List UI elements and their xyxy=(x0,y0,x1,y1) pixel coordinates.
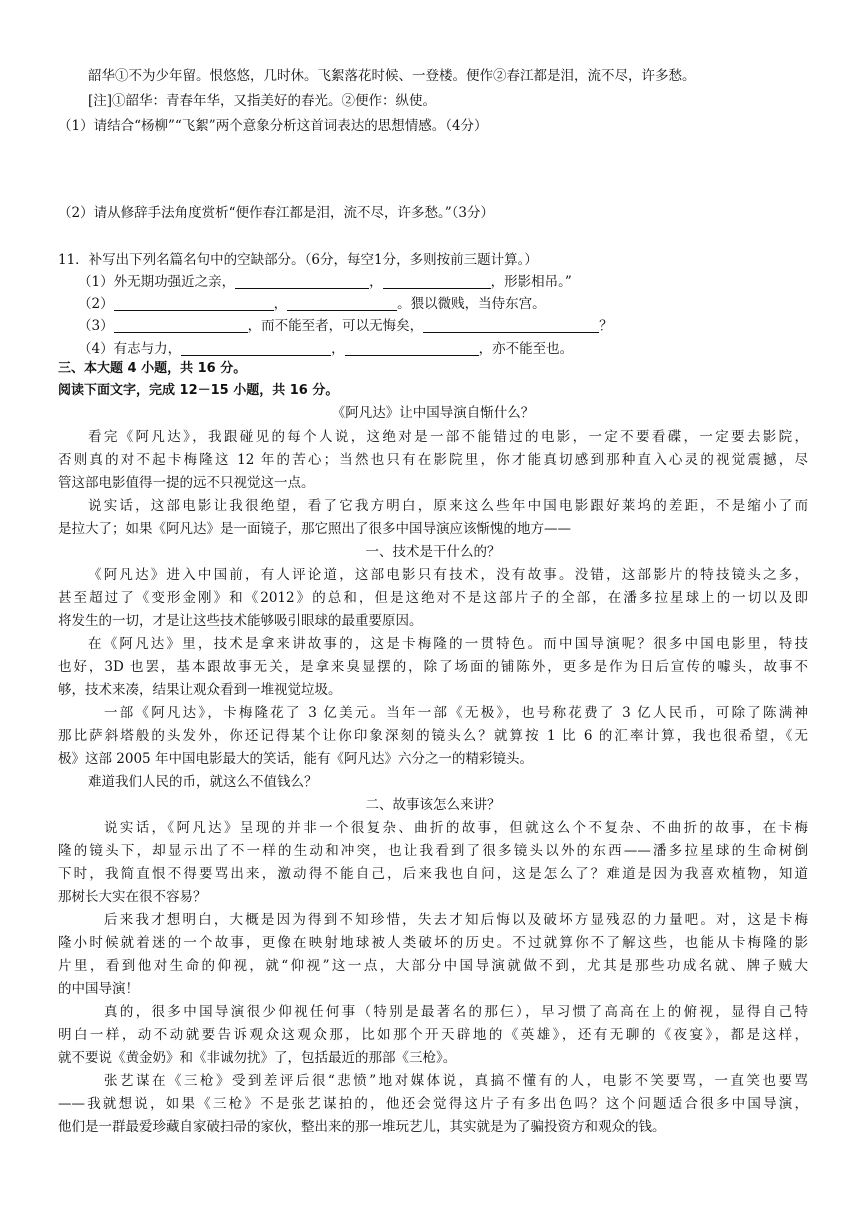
poem-line: 韶华①不为少年留。恨悠悠，几时休。飞絮落花时候、一登楼。便作②春江都是泪，流不尽，许多愁。 xyxy=(88,68,696,84)
paragraph-line: 那比萨斜塔般的头发外，你还记得某个让你印象深刻的镜头么？就算按 1 比 6 的汇率计算，我也很希望，《无 xyxy=(58,728,808,744)
paragraph-line: 说实话，这部电影让我很绝望，看了它我方明白，原来这么些年中国电影跟好莱坞的差距，不是缩小了而 xyxy=(88,498,808,514)
paragraph-line: 张艺谋在《三枪》受到差评后很“悲愤”地对媒体说，真搞不懂有的人，电影不笑要骂，一直笑也要骂 xyxy=(104,1073,808,1089)
paragraph-line: 下时，我简直恨不得要骂出来，激动得不能自己，后来我也自问，这是怎么了？难道是因为我喜欢植物，知道 xyxy=(58,866,808,882)
paragraph-line: 难道我们人民的币，就这么不值钱么？ xyxy=(88,774,318,790)
paragraph-line: 一部《阿凡达》，卡梅隆花了 3 亿美元。当年一部《无极》，也号称花费了 3 亿人民币，可除了陈满神 xyxy=(104,705,808,721)
answer-blank[interactable] xyxy=(383,273,491,289)
paragraph-line: 真的，很多中国导演很少仰视任何事（特别是最著名的那仨），早习惯了高高在上的俯视，显得自己特 xyxy=(104,1004,808,1020)
fill-item-2: （2） ， 。猥以微贱，当侍东宫。 xyxy=(78,296,546,312)
paragraph-line: 也好，3D 也罢，基本跟故事无关，是拿来臭显摆的，除了场面的铺陈外，更多是作为日后宣传的噱头，故事不 xyxy=(58,659,808,675)
answer-blank[interactable] xyxy=(345,340,479,356)
paragraph-line: 就不要说《黄金奶》和《非诚勿扰》了，包括最近的那部《三枪》。 xyxy=(58,1050,457,1066)
paragraph-line: 隆的镜头下，却显示出了不一样的生动和冲突，也让我看到了很多镜头以外的东西——潘多拉星球的生命树倒 xyxy=(58,843,808,859)
paragraph-line: 极》这部 2005 年中国电影最大的笑话，能有《阿凡达》六分之一的精彩镜头。 xyxy=(58,751,533,767)
paragraph-line: 看完《阿凡达》，我跟碰见的每个人说，这绝对是一部不能错过的电影，一定不要看碟，一定要去影院， xyxy=(88,429,808,445)
question-10-2: （2）请从修辞手法角度赏析“便作春江都是泪，流不尽，许多愁。”（3分） xyxy=(58,205,494,221)
paragraph-line: ——我就想说，如果《三枪》不是张艺谋拍的，他还会觉得这片子有多出色吗？这个问题适合很多中国导演， xyxy=(58,1096,808,1112)
question-10-1: （1）请结合“杨柳”“飞絮”两个意象分析这首词表达的思想情感。（4分） xyxy=(58,118,488,134)
answer-blank[interactable] xyxy=(235,273,369,289)
fill-item-4: （4）有志与力， ， ，亦不能至也。 xyxy=(78,341,574,357)
fill-item-3: （3） ，而不能至者，可以无悔矣， ？ xyxy=(78,318,613,334)
answer-blank[interactable] xyxy=(114,295,274,311)
poem-note: [注]①韶华：青春年华，又指美好的春光。②便作：纵使。 xyxy=(88,93,437,109)
question-11-stem: 11．补写出下列名篇名句中的空缺部分。（6分，每空1分，多则按前三题计算。） xyxy=(58,252,538,268)
paragraph-line: 说实话，《阿凡达》呈现的并非一个很复杂、曲折的故事，但就这么个不复杂、不曲折的故事，在卡梅 xyxy=(104,820,808,836)
paragraph-line: 在《阿凡达》里，技术是拿来讲故事的，这是卡梅隆的一贯特色。而中国导演呢？很多中国电影里，特技 xyxy=(88,636,808,652)
answer-blank[interactable] xyxy=(114,317,248,333)
paragraph-line: 那树长大实在很不容易？ xyxy=(58,889,207,905)
paragraph-line: 够，技术来凑，结果让观众看到一堆视觉垃圾。 xyxy=(58,682,342,698)
section-heading: 三、本大题 4 小题，共 16 分。 xyxy=(58,361,247,376)
section-instruction: 阅读下面文字，完成 12－15 小题，共 16 分。 xyxy=(58,383,339,398)
paragraph-line: 甚至超过了《变形金刚》和《2012》的总和，但是这绝对不是这部片子的全部，在潘多拉星球上的一切以及即 xyxy=(58,590,808,606)
paragraph-line: 隆小时候就着迷的一个故事，更像在映射地球被人类破坏的历史。不过就算你不了解这些，也能从卡梅隆的影 xyxy=(58,935,808,951)
subheading-2: 二、故事该怎么来讲？ xyxy=(365,797,501,813)
paragraph-line: 否则真的对不起卡梅隆这 12 年的苦心；当然也只有在影院里，你才能真切感到那种直入心灵的视觉震撼，尽 xyxy=(58,452,808,468)
paragraph-line: 管这部电影值得一提的远不只视觉这一点。 xyxy=(58,475,315,491)
paragraph-line: 是拉大了；如果《阿凡达》是一面镜子，那它照出了很多中国导演应该惭愧的地方—— xyxy=(58,521,571,537)
answer-blank[interactable] xyxy=(181,340,331,356)
article-title: 《阿凡达》让中国导演自惭什么？ xyxy=(331,405,535,421)
paragraph-line: 将发生的一切，才是让这些技术能够吸引眼球的最重要原因。 xyxy=(58,613,423,629)
paragraph-line: 片里，看到他对生命的仰视，就“仰视”这一点，大部分中国导演就做不到，尤其是那些功成名就、牌子贼大 xyxy=(58,958,808,974)
answer-blank[interactable] xyxy=(423,317,599,333)
answer-blank[interactable] xyxy=(287,295,397,311)
fill-item-1: （1）外无期功强近之亲， ， ，形影相吊。” xyxy=(78,274,572,290)
paragraph-line: 他们是一群最爱珍藏自家破扫帚的家伙，整出来的那一堆玩艺儿，其实就是为了骗投资方和观众的钱。 xyxy=(58,1119,666,1135)
paragraph-line: 明白一样，动不动就要告诉观众这观众那，比如那个开天辟地的《英雄》，还有无聊的《夜宴》，都是这样， xyxy=(58,1027,808,1043)
paragraph-line: 的中国导演！ xyxy=(58,981,139,997)
paragraph-line: 《阿凡达》进入中国前，有人评论道，这部电影只有技术，没有故事。没错，这部影片的特技镜头之多， xyxy=(88,567,808,583)
paragraph-line: 后来我才想明白，大概是因为得到不知珍惜，失去才知后悔以及破坏方显残忍的力量吧。对，这是卡梅 xyxy=(104,912,808,928)
subheading-1: 一、技术是干什么的？ xyxy=(365,544,501,560)
